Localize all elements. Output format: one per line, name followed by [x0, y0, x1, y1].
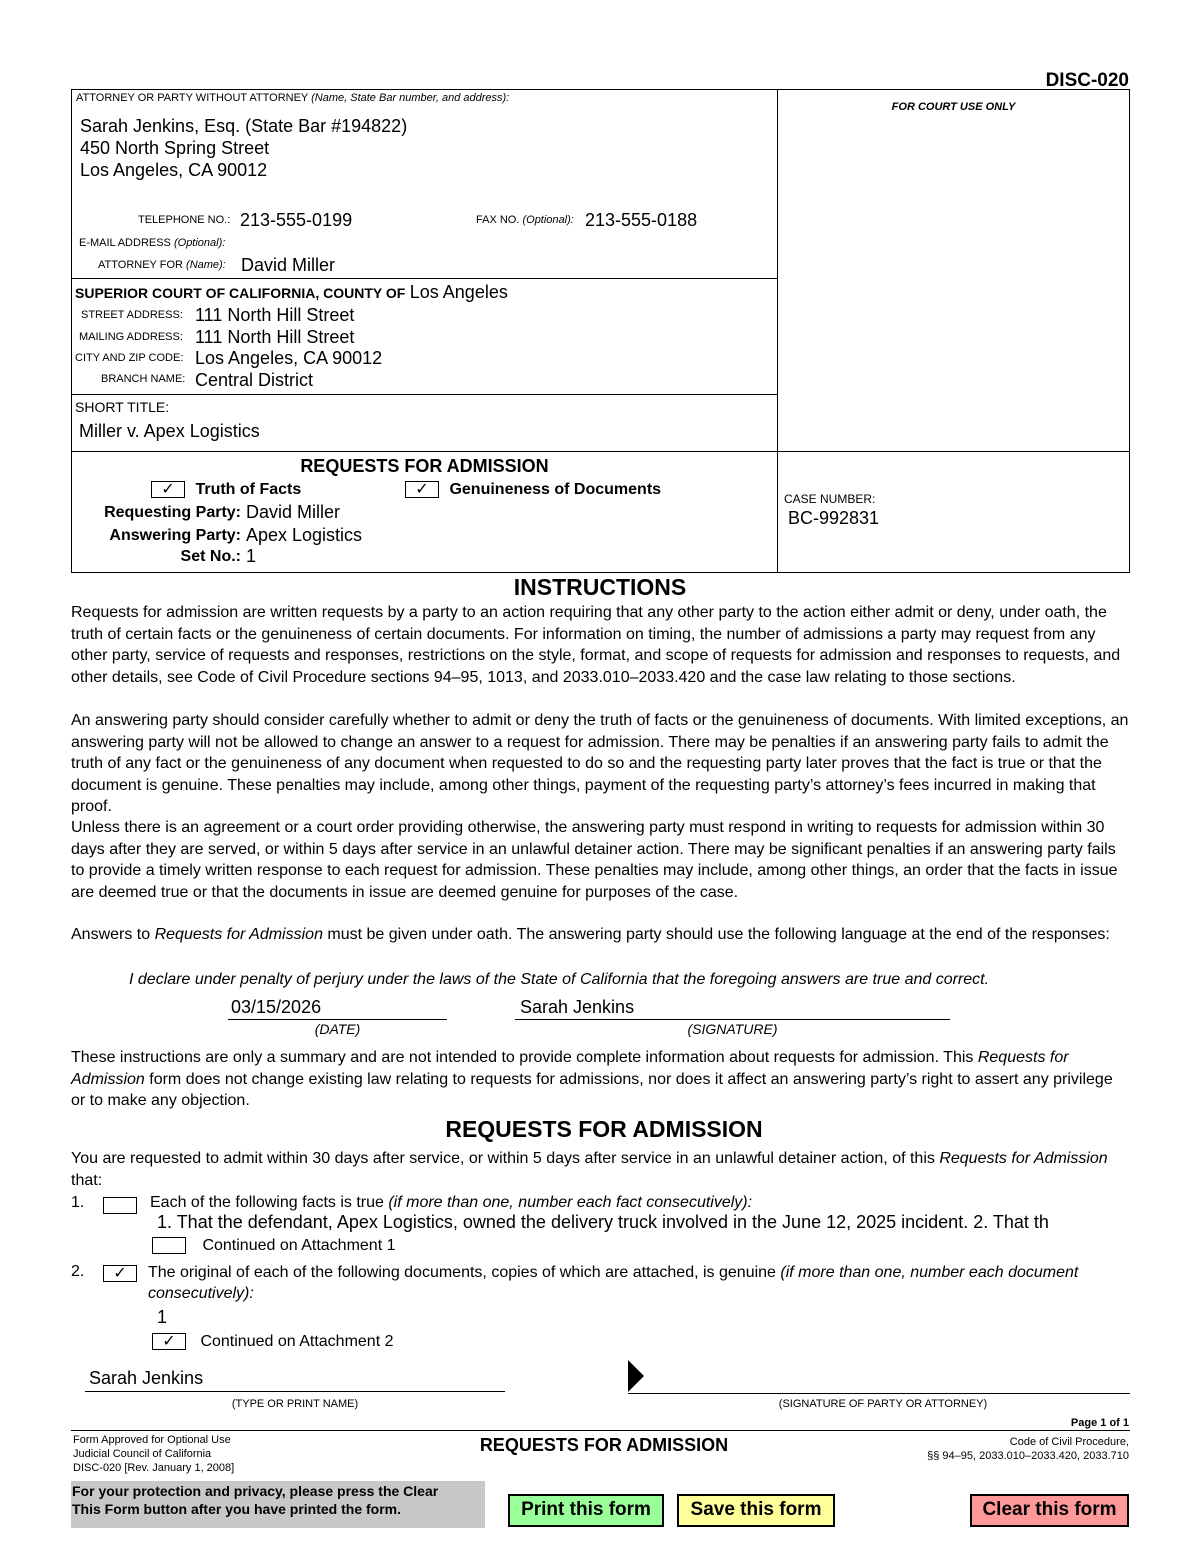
fax-field[interactable]: 213-555-0188 [585, 210, 698, 230]
court-use-box [777, 89, 1130, 452]
approved-line2: Judicial Council of California [73, 1448, 212, 1460]
genuine-checkbox[interactable]: ✓ [405, 481, 439, 498]
instructions-p3: Unless there is an agreement or a court order providing otherwise, the answering party must respond in writing to requests for admission within 30 days after they are served, or within 5 days after service in an unlawful detainer action. There may be significant penalties if an answering party fails to provide a timely written response to each request for admission. These penalties may include, among other things, an order that the facts in issue are deemed true or that the documents in issue are deemed genuine for purposes of the case. [71, 819, 1118, 901]
privacy-notice: For your protection and privacy, please press the Clear This Form button after you have printed the form. [71, 1481, 485, 1528]
form-id: DISC-020 [1045, 70, 1129, 91]
declaration-text: I declare under penalty of perjury under the laws of the State of California that the foregoing answers are true and correct. [129, 971, 990, 988]
set-field[interactable]: 1 [246, 546, 257, 566]
print-name-label: (TYPE OR PRINT NAME) [231, 1398, 359, 1410]
attorney-address-line2[interactable]: Los Angeles, CA 90012 [80, 160, 268, 180]
item2-attachment-checkbox[interactable]: ✓ [152, 1333, 186, 1350]
date-line [228, 1019, 447, 1020]
genuine-option: ✓ Genuineness of Documents [405, 481, 661, 499]
email-label: E-MAIL ADDRESS (Optional): [79, 237, 226, 249]
instructions-p2: An answering party should consider carefully whether to admit or deny the truth of facts or the genuineness of documents. With limited exceptions, an answering party will not be allowed to change an answer to a request for admission. There may be penalties if an answering party fails to admit the truth of any fact or the genuineness of any document when requested to do so and the requesting party later proves that the fact is true or that the document is genuine. These penalties may include, among other things, payment of the requesting party’s attorney’s fees incurred in making that proof. [71, 712, 1129, 815]
code-line2: §§ 94–95, 2033.010–2033.420, 2033.710 [927, 1450, 1129, 1462]
date-label: (DATE) [314, 1021, 361, 1037]
truth-option: ✓ Truth of Facts [151, 481, 301, 499]
page-number: Page 1 of 1 [1070, 1417, 1129, 1429]
requesting-label: Requesting Party: [104, 504, 241, 521]
attorney-for-field[interactable]: David Miller [241, 255, 336, 275]
signature-arrow-icon [626, 1358, 646, 1394]
street-label: STREET ADDRESS: [81, 309, 183, 321]
court-label: SUPERIOR COURT OF CALIFORNIA, COUNTY OF Los Angeles [75, 282, 508, 302]
attorney-name-field[interactable]: Sarah Jenkins, Esq. (State Bar #194822) [80, 116, 408, 136]
short-title-label: SHORT TITLE: [75, 399, 170, 415]
branch-field[interactable]: Central District [195, 370, 314, 390]
telephone-field[interactable]: 213-555-0199 [240, 210, 353, 230]
answering-field[interactable]: Apex Logistics [246, 525, 363, 545]
item2-documents-field[interactable]: 1 [157, 1307, 168, 1327]
court-use-label: FOR COURT USE ONLY [891, 101, 1016, 113]
instructions-p5: These instructions are only a summary and are not intended to provide complete information about requests for admission. This Requests for Admission form does not change existing law relating to requests for admissions, nor does it affect an answering party’s right to assert any privilege or to make any objection. [71, 1049, 1113, 1109]
item1-attachment-checkbox[interactable] [152, 1237, 186, 1254]
caption-title: REQUESTS FOR ADMISSION [300, 456, 549, 476]
county-field[interactable]: Los Angeles [409, 282, 508, 302]
code-line1: Code of Civil Procedure, [1009, 1436, 1129, 1448]
attorney-address-line1[interactable]: 450 North Spring Street [80, 138, 270, 158]
city-field[interactable]: Los Angeles, CA 90012 [195, 348, 383, 368]
footer-rule [71, 1430, 1130, 1431]
item1-attachment: Continued on Attachment 1 [152, 1237, 395, 1255]
instructions-p1: Requests for admission are written requests by a party to an action requiring that any other party to the action either admit or deny, under oath, the truth of certain facts or the genuineness of certain documents. For information on timing, the number of admissions a party may request from any other party, service of requests and responses, restrictions on the style, format, and scope of requests for admission and responses to requests, and other details, see Code of Civil Procedure sections 94–95, 1013, and 2033.010–2033.420 and the case law relating to those sections. [71, 604, 1121, 686]
case-number-field[interactable]: BC-992831 [788, 508, 880, 528]
city-label: CITY AND ZIP CODE: [75, 352, 184, 364]
short-title-field[interactable]: Miller v. Apex Logistics [79, 421, 260, 441]
set-label: Set No.: [180, 548, 241, 565]
item1-facts-field[interactable]: 1. That the defendant, Apex Logistics, owned the delivery truck involved in the June 12, 2025 incident. 2. That th [157, 1212, 1049, 1232]
party-signature-label: (SIGNATURE OF PARTY OR ATTORNEY) [778, 1398, 988, 1410]
attorney-for-label: ATTORNEY FOR (Name): [98, 259, 226, 271]
item1-checkbox[interactable] [103, 1197, 137, 1214]
item2-checkbox[interactable]: ✓ [103, 1265, 137, 1282]
signature-line [515, 1019, 950, 1020]
item1-text: Each of the following facts is true (if more than one, number each fact consecutively): [150, 1194, 753, 1211]
declaration-date-field[interactable]: 03/15/2026 [231, 997, 322, 1017]
party-signature-line[interactable] [628, 1393, 1130, 1394]
fax-label: FAX NO. (Optional): [476, 214, 574, 226]
instructions-heading: INSTRUCTIONS [513, 574, 687, 600]
declaration-signature-field[interactable]: Sarah Jenkins [520, 997, 635, 1017]
print-button[interactable]: Print this form [508, 1494, 664, 1527]
item2-text: The original of each of the following documents, copies of which are attached, is genuine (if more than one, number each document consecutively): [148, 1264, 1079, 1302]
branch-label: BRANCH NAME: [101, 373, 186, 385]
print-name-line [85, 1391, 505, 1392]
footer-title: REQUESTS FOR ADMISSION [479, 1435, 729, 1455]
telephone-label: TELEPHONE NO.: [138, 214, 231, 226]
save-button[interactable]: Save this form [677, 1494, 835, 1527]
answering-label: Answering Party: [109, 527, 241, 544]
item1-number: 1. [71, 1194, 85, 1211]
case-number-label: CASE NUMBER: [784, 492, 876, 506]
requesting-field[interactable]: David Miller [246, 502, 341, 522]
mailing-field[interactable]: 111 North Hill Street [195, 327, 355, 347]
print-name-field[interactable]: Sarah Jenkins [89, 1368, 204, 1388]
truth-checkbox[interactable]: ✓ [151, 481, 185, 498]
approved-line1: Form Approved for Optional Use [73, 1434, 231, 1446]
item2-number: 2. [71, 1263, 85, 1280]
street-field[interactable]: 111 North Hill Street [195, 305, 355, 325]
item2-attachment: ✓ Continued on Attachment 2 [152, 1333, 393, 1351]
requests-heading: REQUESTS FOR ADMISSION [445, 1116, 763, 1142]
attorney-label: ATTORNEY OR PARTY WITHOUT ATTORNEY (Name, State Bar number, and address): [76, 92, 510, 104]
clear-button[interactable]: Clear this form [970, 1494, 1129, 1527]
requests-intro: You are requested to admit within 30 days after service, or within 5 days after service in an unlawful detainer action, of this Requests for Admission that: [71, 1150, 1108, 1189]
signature-label: (SIGNATURE) [687, 1021, 778, 1037]
instructions-p4: Answers to Requests for Admission must be given under oath. The answering party should use the following language at the end of the responses: [71, 926, 1110, 943]
mailing-label: MAILING ADDRESS: [79, 331, 183, 343]
approved-line3: DISC-020 [Rev. January 1, 2008] [73, 1462, 235, 1474]
